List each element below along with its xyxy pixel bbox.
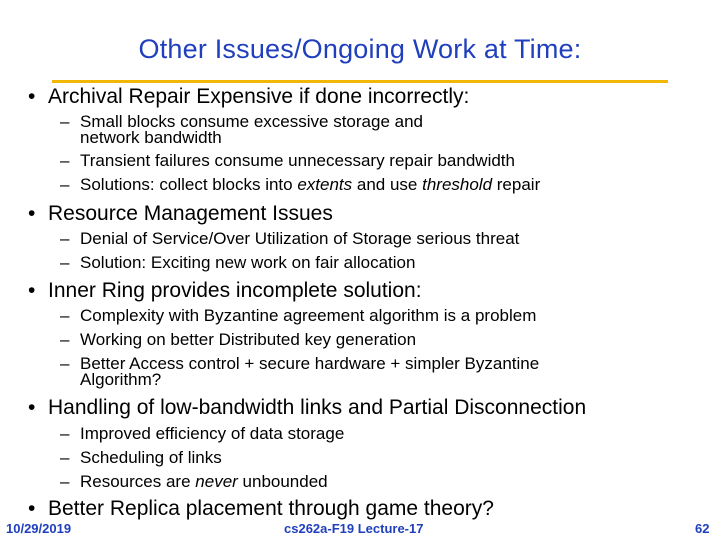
bullet-dot: • [28,85,36,108]
dash: – [60,229,70,248]
dash: – [60,112,70,131]
bullet-dot: • [28,202,36,225]
dash: – [60,354,70,373]
emphasis-text: never [195,472,238,491]
sub-text: unbounded [237,472,328,491]
sub-text: Transient failures consume unnecessary repair bandwidth [80,151,515,170]
bullet-3 [28,279,422,303]
sub-text: Complexity with Byzantine agreement algorithm is a problem [80,306,537,325]
bullet-text: Handling of low-bandwidth links and Partial Disconnection [48,396,587,419]
dash: – [60,253,70,272]
bullet-text: Archival Repair Expensive if done incorrectly: [48,85,470,108]
sub-bullet-2-1 [60,231,519,247]
sub-text: and use [352,175,423,194]
dash: – [60,424,70,443]
sub-bullet-4-2 [60,450,222,466]
sub-bullet-4-3 [60,474,328,490]
title-underline [52,80,668,83]
sub-bullet-1-2 [60,153,515,169]
bullet-text: Better Replica placement through game theory? [48,497,494,520]
sub-text: Better Access control + secure hardware + simpler Byzantine [80,354,540,373]
sub-bullet-3-3 [60,356,539,388]
bullet-5 [28,497,494,521]
sub-text: Improved efficiency of data storage [80,424,345,443]
sub-bullet-4-1 [60,426,344,442]
dash: – [60,175,70,194]
dash: – [60,472,70,491]
sub-text: Denial of Service/Over Utilization of Storage serious threat [80,229,520,248]
sub-bullet-2-2 [60,255,415,271]
sub-text: Scheduling of links [80,448,222,467]
bullet-text: Resource Management Issues [48,202,333,225]
footer-date: 10/29/2019 [6,521,72,536]
bullet-1 [28,85,469,109]
footer-page-number: 62 [695,521,710,536]
sub-text: Solution: Exciting new work on fair allocation [80,253,416,272]
dash: – [60,151,70,170]
dash: – [60,448,70,467]
sub-text-continued: Algorithm? [80,370,162,389]
sub-bullet-3-1 [60,308,536,324]
bullet-text: Inner Ring provides incomplete solution: [48,279,422,302]
sub-text-continued: network bandwidth [80,128,222,147]
sub-text: Solutions: collect blocks into [80,175,298,194]
footer-course: cs262a-F19 Lecture-17 [284,521,424,536]
bullet-4 [28,396,586,420]
bullet-dot: • [28,396,36,419]
slide-title: Other Issues/Ongoing Work at Time: [138,34,582,64]
sub-bullet-1-3 [60,177,540,193]
sub-bullet-3-2 [60,332,416,348]
emphasis-text: threshold [422,175,493,194]
dash: – [60,330,70,349]
emphasis-text: extents [297,175,353,194]
bullet-2 [28,202,333,226]
sub-text: Resources are [80,472,196,491]
sub-text: Small blocks consume excessive storage and [80,112,423,131]
sub-bullet-1-1 [60,114,423,146]
bullet-dot: • [28,497,36,520]
sub-text: Working on better Distributed key generation [80,330,417,349]
dash: – [60,306,70,325]
sub-text: repair [492,175,541,194]
bullet-dot: • [28,279,36,302]
